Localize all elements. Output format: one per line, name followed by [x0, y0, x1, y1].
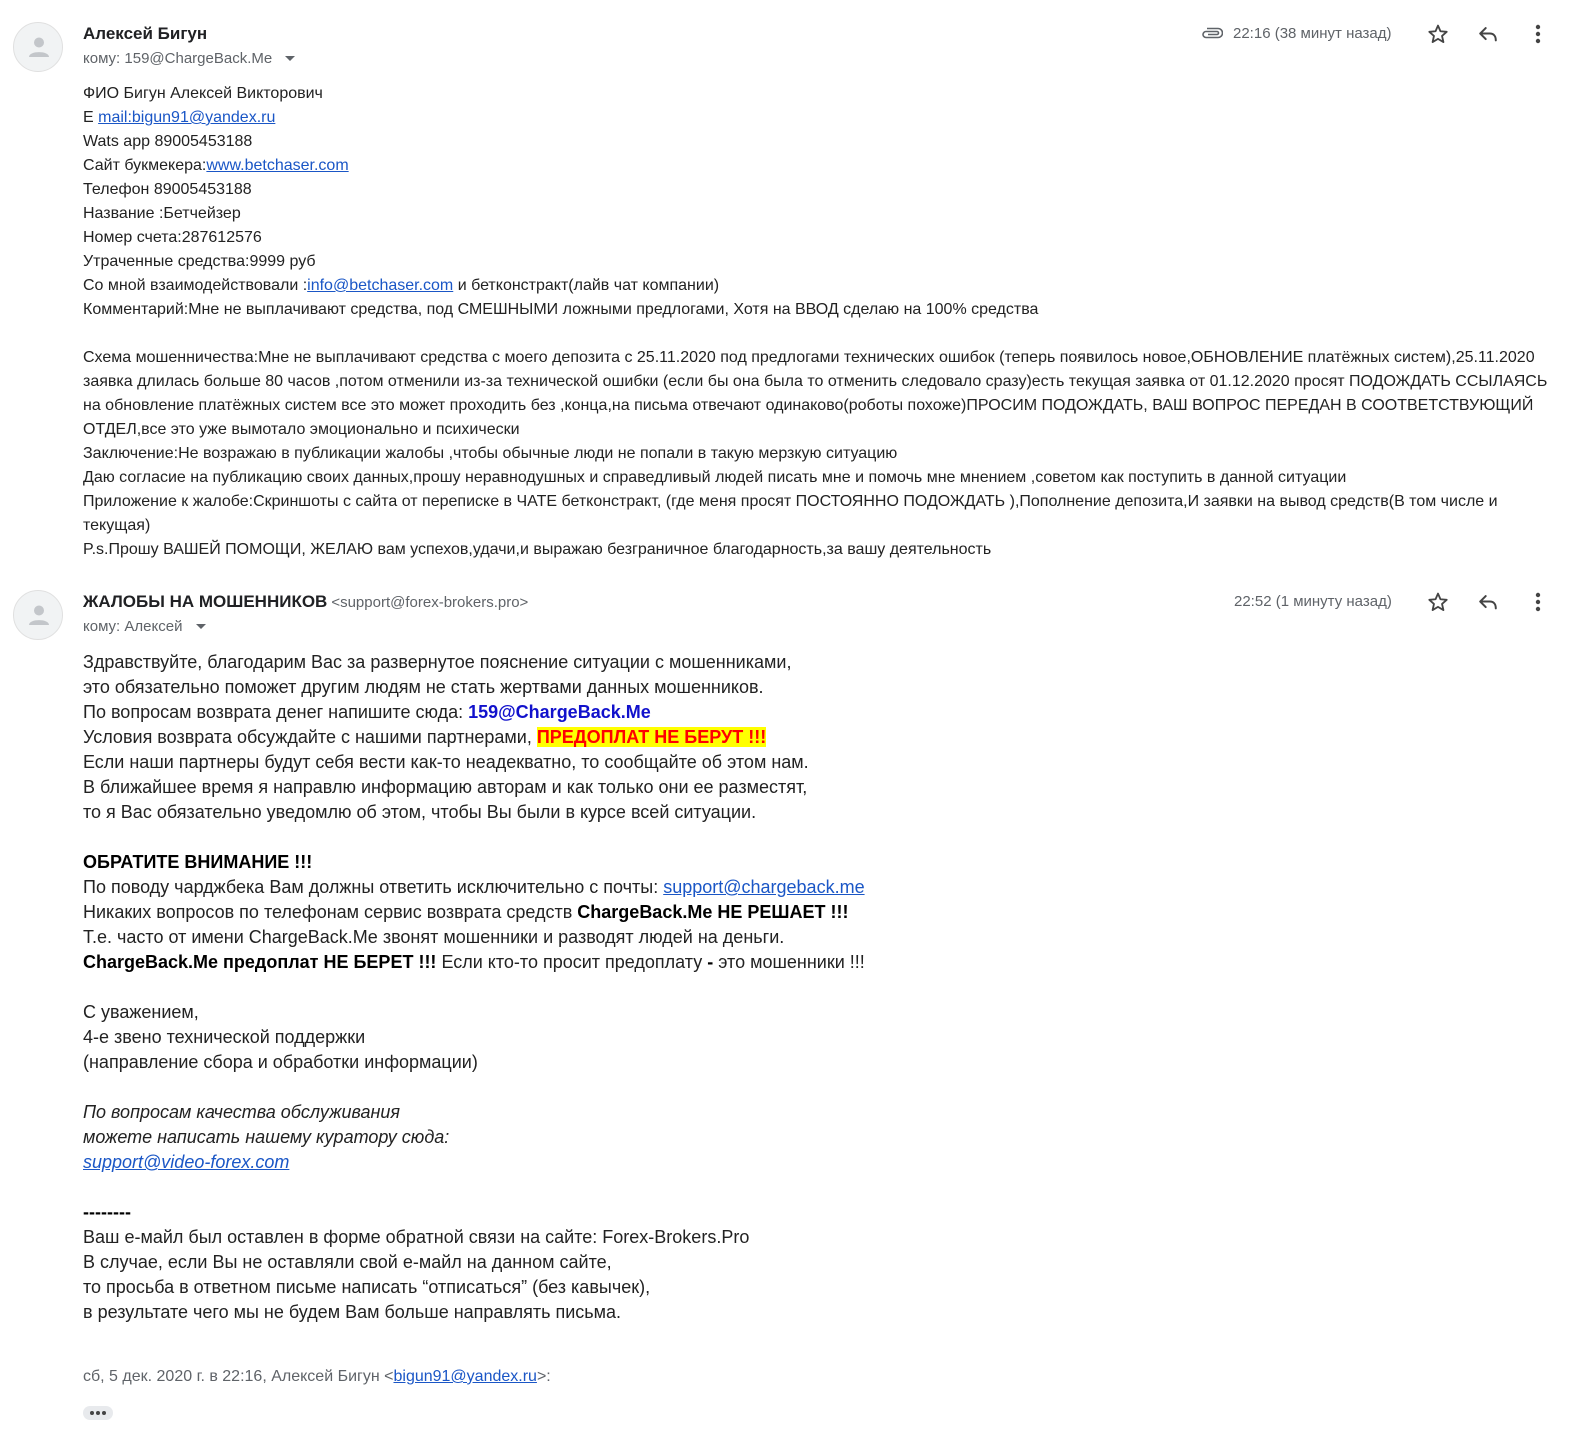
body-line: По вопросам возврата денег напишите сюда: 159@ChargeBack.Me	[83, 702, 651, 722]
message-body	[83, 650, 1283, 1325]
body-line: то я Вас обязательно уведомлю об этом, чтобы Вы были в курсе всей ситуации.	[83, 802, 757, 822]
sender-avatar[interactable]	[13, 22, 63, 72]
sender-avatar[interactable]	[13, 590, 63, 640]
recipient: 159@ChargeBack.Me	[124, 50, 273, 67]
recipient-line[interactable]	[83, 50, 295, 67]
attention-heading: ОБРАТИТЕ ВНИМАНИЕ !!!	[83, 852, 313, 872]
body-line: это обязательно поможет другим людям не стать жертвами данных мошенников.	[83, 677, 764, 697]
star-icon	[1427, 591, 1449, 613]
footer-line: то просьба в ответном письме написать “отписаться” (без кавычек),	[83, 1277, 651, 1297]
body-line: Wats app 89005453188	[83, 133, 253, 150]
recipient-line[interactable]	[83, 618, 206, 635]
star-button[interactable]	[1424, 588, 1452, 616]
to-label: кому:	[83, 618, 121, 635]
more-button[interactable]	[1524, 20, 1552, 48]
recipient: Алексей	[124, 618, 183, 635]
body-line: Утраченные средства:9999 руб	[83, 253, 316, 270]
body-line: E mail:bigun91@yandex.ru	[83, 109, 276, 126]
email-link[interactable]: mail:bigun91@yandex.ru	[98, 109, 276, 126]
caret-down-icon[interactable]	[285, 56, 295, 61]
reply-icon	[1477, 23, 1499, 45]
footer-line: в результате чего мы не будем Вам больше направлять письма.	[83, 1302, 622, 1322]
more-button[interactable]	[1524, 588, 1552, 616]
highlight-no-prepay: ПРЕДОПЛАТ НЕ БЕРУТ !!!	[536, 727, 767, 747]
body-line: Сайт букмекера:www.betchaser.com	[83, 157, 349, 174]
body-line: Заключение:Не возражаю в публикации жалобы ,чтобы обычные люди не попали в такую мерзкую ситуацию	[83, 445, 898, 462]
body-line: Если наши партнеры будут себя вести как-то неадекватно, то сообщайте об этом нам.	[83, 752, 809, 772]
body-line: Комментарий:Мне не выплачивают средства, под СМЕШНЫМИ ложными предлогами, Хотя на ВВОД сделаю на 100% средства	[83, 301, 1039, 318]
sender-name: ЖАЛОБЫ НА МОШЕННИКОВ	[83, 592, 328, 611]
body-line: Условия возврата обсуждайте с нашими партнерами, ПРЕДОПЛАТ НЕ БЕРУТ !!!	[83, 727, 767, 747]
body-line: ФИО Бигун Алексей Викторович	[83, 85, 323, 102]
body-line: ChargeBack.Me предоплат НЕ БЕРЕТ !!! Если кто-то просит предоплату - это мошенники !!!	[83, 952, 865, 972]
footer-line: В случае, если Вы не оставляли свой е-майл на данном сайте,	[83, 1252, 612, 1272]
body-line: Название :Бетчейзер	[83, 205, 241, 222]
to-label: кому:	[83, 50, 121, 67]
site-link[interactable]: www.betchaser.com	[206, 157, 349, 174]
signature-line: (направление сбора и обработки информации)	[83, 1052, 478, 1072]
more-vert-icon	[1535, 592, 1541, 612]
reply-button[interactable]	[1474, 20, 1502, 48]
support-chargeback-link[interactable]: support@chargeback.me	[663, 877, 865, 897]
sender-line[interactable]	[83, 592, 528, 612]
reply-button[interactable]	[1474, 588, 1502, 616]
body-paragraph: Схема мошенничества:Мне не выплачивают средства с моего депозита с 25.11.2020 под предлогами технических ошибок (теперь появилось новое,ОБНОВЛЕНИЕ платёжных систем),25.11.2020 заявка длилась больше 80 часов ,потом отменили из-за технической ошибки (если бы она была то отменить следовало сразу)есть текущая заявка от 01.12.2020 просят ПОДОЖДАТЬ ССЫЛАЯСЬ на обновление платёжных систем все это может проходить без ,конца,на письма отвечают одинаково(роботы похоже)ПРОСИМ ПОДОЖДАТЬ, ВАШ ВОПРОС ПЕРЕДАН В СООТВЕТСТВУЮЩИЙ ОТДЕЛ,все это уже вымотало эмоционально и психически	[83, 349, 1548, 438]
signature-line: С уважением,	[83, 1002, 199, 1022]
quality-line: можете написать нашему куратору сюда:	[83, 1127, 450, 1147]
person-icon	[27, 603, 51, 627]
curator-link-line	[83, 1150, 1283, 1175]
message-body	[83, 82, 1553, 562]
separator: --------	[83, 1202, 131, 1222]
curator-link[interactable]: support@video-forex.com	[83, 1152, 290, 1172]
body-line: Никаких вопросов по телефонам сервис возврата средств ChargeBack.Me НЕ РЕШАЕТ !!!	[83, 902, 849, 922]
body-paragraph: Приложение к жалобе:Скриншоты с сайта от переписке в ЧАТЕ бетконстракт, (где меня просят ПОСТОЯННО ПОДОЖДАТЬ ),Пополнение депозита,И заявки на вывод средств(В том числе и текущая)	[83, 493, 1498, 534]
more-vert-icon	[1535, 24, 1541, 44]
body-line: В ближайшее время я направлю информацию авторам и как только они ее разместят,	[83, 777, 808, 797]
body-line: По поводу чарджбека Вам должны ответить исключительно с почты: support@chargeback.me	[83, 877, 865, 897]
body-line: Со мной взаимодействовали :info@betchaser.com и бетконстракт(лайв чат компании)	[83, 277, 720, 294]
star-icon	[1427, 23, 1449, 45]
ellipsis-icon[interactable]	[83, 1406, 113, 1420]
quality-line: По вопросам качества обслуживания	[83, 1102, 401, 1122]
quoted-header: сб, 5 дек. 2020 г. в 22:16, Алексей Бигун <bigun91@yandex.ru>:	[83, 1368, 551, 1385]
star-button[interactable]	[1424, 20, 1452, 48]
body-line: Телефон 89005453188	[83, 181, 252, 198]
signature-line: 4-е звено технической поддержки	[83, 1027, 366, 1047]
body-line: Т.е. часто от имени ChargeBack.Me звонят мошенники и разводят людей на деньги.	[83, 927, 785, 947]
reply-icon	[1477, 591, 1499, 613]
body-line: Даю согласие на публикацию своих данных,прошу неравнодушных и справедливый людей писать мне и помочь мне мнением ,советом как поступить в данной ситуации	[83, 469, 1347, 486]
body-line: Номер счета:287612576	[83, 229, 262, 246]
message-time: 22:16 (38 минут назад)	[1233, 25, 1392, 42]
caret-down-icon[interactable]	[196, 624, 206, 629]
sender-email: <support@forex-brokers.pro>	[331, 594, 529, 611]
footer-line: Ваш е-майл был оставлен в форме обратной связи на сайте: Forex-Brokers.Pro	[83, 1227, 750, 1247]
contact-link[interactable]: info@betchaser.com	[307, 277, 454, 294]
body-line: Здравствуйте, благодарим Вас за развернутое пояснение ситуации с мошенниками,	[83, 652, 792, 672]
quoted-email-link[interactable]: bigun91@yandex.ru	[393, 1368, 537, 1385]
person-icon	[27, 35, 51, 59]
attachment-icon	[1201, 27, 1223, 39]
chargeback-email[interactable]: 159@ChargeBack.Me	[468, 702, 651, 722]
sender-name[interactable]: Алексей Бигун	[83, 24, 208, 43]
message-time: 22:52 (1 минуту назад)	[1234, 593, 1392, 610]
body-line: P.s.Прошу ВАШЕЙ ПОМОЩИ, ЖЕЛАЮ вам успехов,удачи,и выражаю безграничное благодарность,за вашу деятельность	[83, 541, 992, 558]
